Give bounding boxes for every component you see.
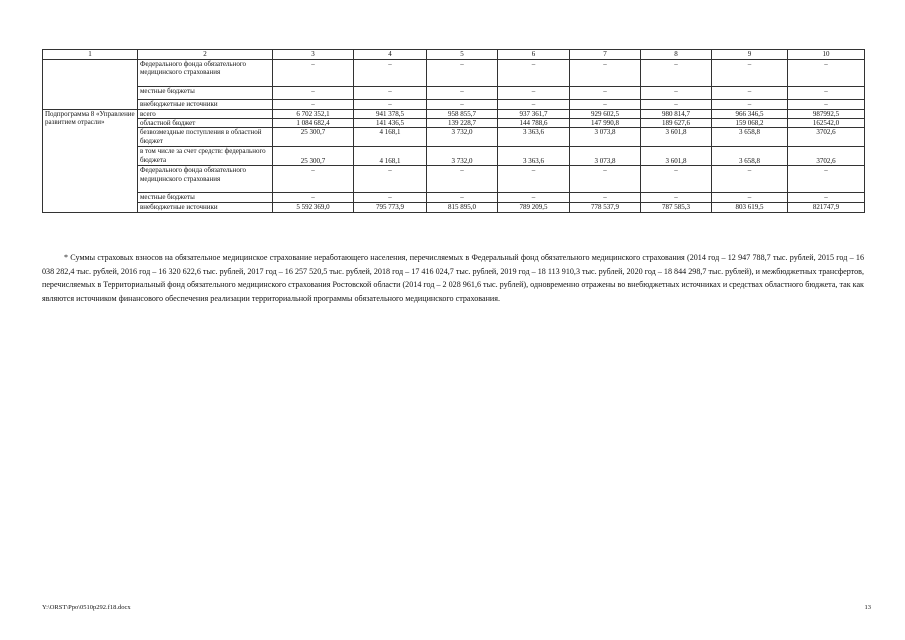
budget-table [42, 49, 865, 213]
value-cell: – [641, 193, 712, 203]
funding-source-cell: областной бюджет [138, 119, 273, 128]
value-cell: – [570, 60, 641, 87]
value-cell: – [273, 87, 354, 100]
table-row [43, 147, 865, 166]
value-cell: – [712, 60, 788, 87]
value-cell: 980 814,7 [641, 110, 712, 119]
value-cell: – [788, 87, 865, 100]
value-cell: – [498, 100, 570, 110]
value-cell: 25 300,7 [273, 147, 354, 166]
value-cell: 987992,5 [788, 110, 865, 119]
column-number: 9 [712, 50, 788, 60]
value-cell: – [498, 60, 570, 87]
value-cell: – [641, 60, 712, 87]
value-cell: 162542,0 [788, 119, 865, 128]
column-number: 7 [570, 50, 641, 60]
column-number: 10 [788, 50, 865, 60]
value-cell: 3 658,8 [712, 147, 788, 166]
value-cell: 966 346,5 [712, 110, 788, 119]
table-row [43, 60, 865, 87]
value-cell: 1 084 682,4 [273, 119, 354, 128]
value-cell: 795 773,9 [354, 203, 427, 213]
value-cell: 3 732,0 [427, 128, 498, 147]
funding-source-cell: внебюджетные источники [138, 100, 273, 110]
program-cell [43, 60, 138, 110]
value-cell: 147 990,8 [570, 119, 641, 128]
column-number: 2 [138, 50, 273, 60]
value-cell: 6 702 352,1 [273, 110, 354, 119]
page-number: 13 [864, 604, 871, 611]
value-cell: – [354, 60, 427, 87]
funding-source-cell: безвозмездные поступления в областной бюджет [138, 128, 273, 147]
value-cell: 141 436,5 [354, 119, 427, 128]
value-cell: – [788, 100, 865, 110]
value-cell: 3702,6 [788, 147, 865, 166]
value-cell: – [712, 87, 788, 100]
value-cell: – [570, 193, 641, 203]
funding-source-cell: Федерального фонда обязательного медицинского страхования [138, 166, 273, 193]
column-number: 8 [641, 50, 712, 60]
value-cell: 803 619,5 [712, 203, 788, 213]
value-cell: – [641, 100, 712, 110]
value-cell: – [273, 193, 354, 203]
value-cell: – [354, 87, 427, 100]
value-cell: – [427, 87, 498, 100]
value-cell: – [273, 60, 354, 87]
value-cell: 3 073,8 [570, 128, 641, 147]
value-cell: – [570, 166, 641, 193]
value-cell: 3 601,8 [641, 147, 712, 166]
value-cell: – [273, 100, 354, 110]
value-cell: 937 361,7 [498, 110, 570, 119]
value-cell: 5 592 369,0 [273, 203, 354, 213]
value-cell: 4 168,1 [354, 128, 427, 147]
value-cell: – [354, 193, 427, 203]
funding-source-cell: всего [138, 110, 273, 119]
value-cell: – [427, 100, 498, 110]
value-cell: 25 300,7 [273, 128, 354, 147]
document-path: Y:\ORST\Ppo\0510p292.f18.docx [42, 604, 131, 611]
value-cell: 144 788,6 [498, 119, 570, 128]
value-cell: 778 537,9 [570, 203, 641, 213]
table-row [43, 203, 865, 213]
value-cell: 929 602,5 [570, 110, 641, 119]
value-cell: 3 073,8 [570, 147, 641, 166]
funding-source-cell: местные бюджеты [138, 193, 273, 203]
value-cell: – [712, 100, 788, 110]
value-cell: – [788, 60, 865, 87]
column-number: 3 [273, 50, 354, 60]
value-cell: – [427, 166, 498, 193]
value-cell: – [427, 193, 498, 203]
footnote: * Суммы страховых взносов на обязательное медицинское страхование неработающего населения, перечисляемых в Федеральный фонд обязательного медицинского страхования (2014 год – 12 947 788,7 тыс. рублей, 2015 год – 16 038 282,4 тыс. рублей, 2016 год – 16 320 622,6 тыс. рублей, 2017 год – 16 257 520,5 тыс. рублей, 2018 год – 17 416 024,7 тыс. рублей, 2019 год – 18 113 910,3 тыс. рублей, 2020 год – 18 844 298,7 тыс. рублей), и межбюджетных трансфертов, перечисляемых в Территориальный фонд обязательного медицинского страхования Ростовской области (2014 год – 2 028 961,6 тыс. рублей), одновременно отражены во внебюджетных источниках и средствах областного бюджета, так как являются источником финансового обеспечения реализации территориальной программы обязательного медицинского страхования. [42, 253, 864, 303]
value-cell: – [712, 166, 788, 193]
table-row [43, 100, 865, 110]
value-cell: 3 363,6 [498, 147, 570, 166]
funding-source-cell: в том числе за счет средств: федерального бюджета [138, 147, 273, 166]
column-number: 6 [498, 50, 570, 60]
value-cell: 4 168,1 [354, 147, 427, 166]
value-cell: 815 895,0 [427, 203, 498, 213]
table-row [43, 87, 865, 100]
value-cell: 3 601,8 [641, 128, 712, 147]
value-cell: – [788, 166, 865, 193]
table-row [43, 193, 865, 203]
value-cell: 3 658,8 [712, 128, 788, 147]
column-number: 5 [427, 50, 498, 60]
value-cell: 3 732,0 [427, 147, 498, 166]
value-cell: 189 627,6 [641, 119, 712, 128]
value-cell: – [498, 166, 570, 193]
subprogram-name: Подпрограмма 8 «Управление развитием отрасли» [43, 110, 138, 213]
value-cell: – [641, 87, 712, 100]
funding-source-cell: внебюджетные источники [138, 203, 273, 213]
value-cell: 958 855,7 [427, 110, 498, 119]
value-cell: 159 068,2 [712, 119, 788, 128]
value-cell: 789 209,5 [498, 203, 570, 213]
value-cell: 821747,9 [788, 203, 865, 213]
column-number: 1 [43, 50, 138, 60]
value-cell: – [498, 193, 570, 203]
value-cell: – [641, 166, 712, 193]
value-cell: – [273, 166, 354, 193]
value-cell: – [570, 100, 641, 110]
table-row [43, 110, 865, 119]
value-cell: – [570, 87, 641, 100]
value-cell: – [788, 193, 865, 203]
table-row [43, 119, 865, 128]
value-cell: 3 363,6 [498, 128, 570, 147]
value-cell: 3702,6 [788, 128, 865, 147]
value-cell: 787 585,3 [641, 203, 712, 213]
funding-source-cell: Федерального фонда обязательного медицинского страхования [138, 60, 273, 87]
value-cell: – [354, 166, 427, 193]
table-row [43, 166, 865, 193]
value-cell: 139 228,7 [427, 119, 498, 128]
value-cell: – [712, 193, 788, 203]
column-number: 4 [354, 50, 427, 60]
value-cell: – [427, 60, 498, 87]
funding-source-cell: местные бюджеты [138, 87, 273, 100]
value-cell: – [498, 87, 570, 100]
value-cell: – [354, 100, 427, 110]
table-row [43, 128, 865, 147]
table-header-row [43, 50, 865, 60]
value-cell: 941 378,5 [354, 110, 427, 119]
